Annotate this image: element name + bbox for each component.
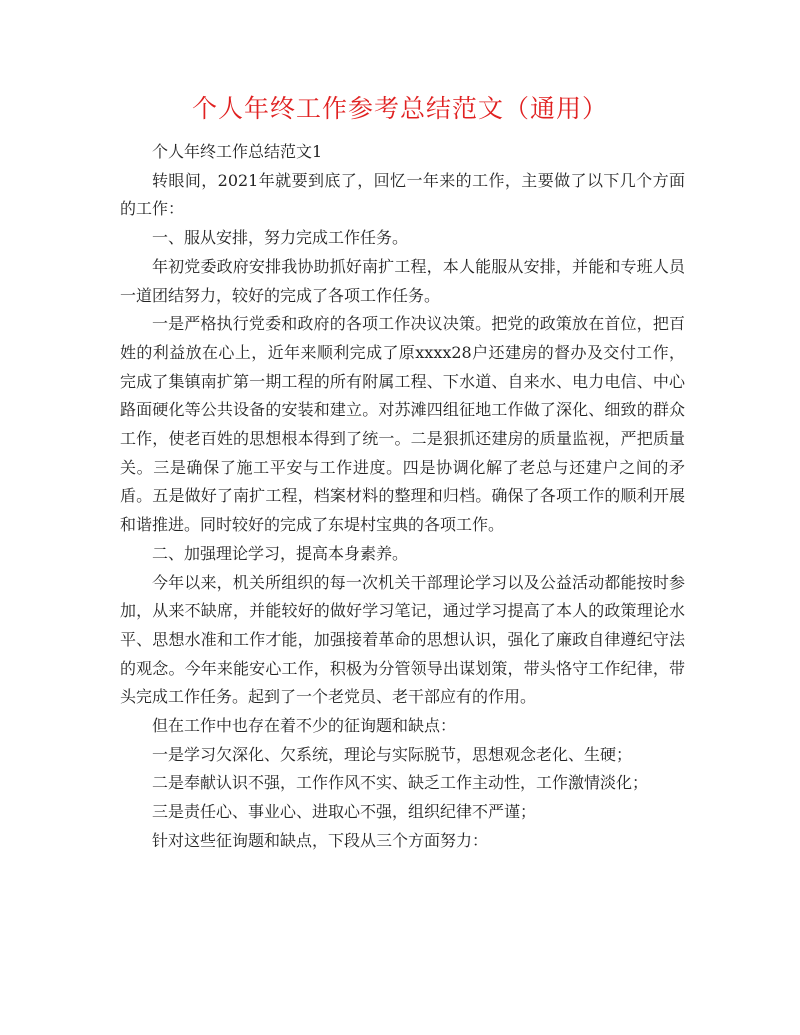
paragraph: 二是奉献认识不强，工作作风不实、缺乏工作主动性，工作激情淡化； [152, 773, 649, 793]
paragraph: 今年以来，机关所组织的每一次机关干部理论学习以及公益活动都能按时参加，从来不缺席，并能较好的做好学习笔记，通过学习提高了本人的政策理论水平、思想水准和工作才能，加强接着革命的思想认识，强化了廉政自律遵纪守法的观念。今年来能安心工作，积极为分管领导出谋划策，带头恪守工作纪律，带头完成工作任务。起到了一个老党员、老干部应有的作用。 [120, 572, 685, 707]
paragraph: 针对这些征询题和缺点，下段从三个方面努力： [152, 830, 489, 850]
document-body [120, 138, 685, 856]
paragraph: 三是责任心、事业心、进取心不强，组织纪律不严谨； [152, 802, 537, 822]
paragraph: 年初党委政府安排我协助抓好南扩工程，本人能服从安排，并能和专班人员一道团结努力，较好的完成了各项工作任务。 [120, 256, 685, 305]
paragraph: 转眼间，2021年就要到底了，回忆一年来的工作，主要做了以下几个方面的工作： [120, 170, 685, 219]
paragraph: 一是严格执行党委和政府的各项工作决议决策。把党的政策放在首位，把百姓的利益放在心上，近年来顺利完成了原xxxx28户还建房的督办及交付工作，完成了集镇南扩第一期工程的所有附属工程、下水道、自来水、电力电信、中心路面硬化等公共设备的安装和建立。对苏滩四组征地工作做了深化、细致的群众工作，使老百姓的思想根本得到了统一。二是狠抓还建房的质量监视，严把质量关。三是确保了施工平安与工作进度。四是协调化解了老总与还建户之间的矛盾。五是做好了南扩工程，档案材料的整理和归档。确保了各项工作的顺利开展和谐推进。同时较好的完成了东堤村宝典的各项工作。 [120, 314, 685, 535]
paragraph: 一、服从安排，努力完成工作任务。 [152, 228, 409, 248]
document-title: 个人年终工作参考总结范文（通用） [191, 94, 608, 123]
section-heading: 个人年终工作总结范文1 [152, 142, 323, 161]
paragraph: 一是学习欠深化、欠系统，理论与实际脱节，思想观念老化、生硬； [152, 744, 633, 764]
paragraph: 但在工作中也存在着不少的征询题和缺点： [152, 716, 457, 736]
paragraph: 二、加强理论学习，提高本身素养。 [152, 543, 409, 563]
